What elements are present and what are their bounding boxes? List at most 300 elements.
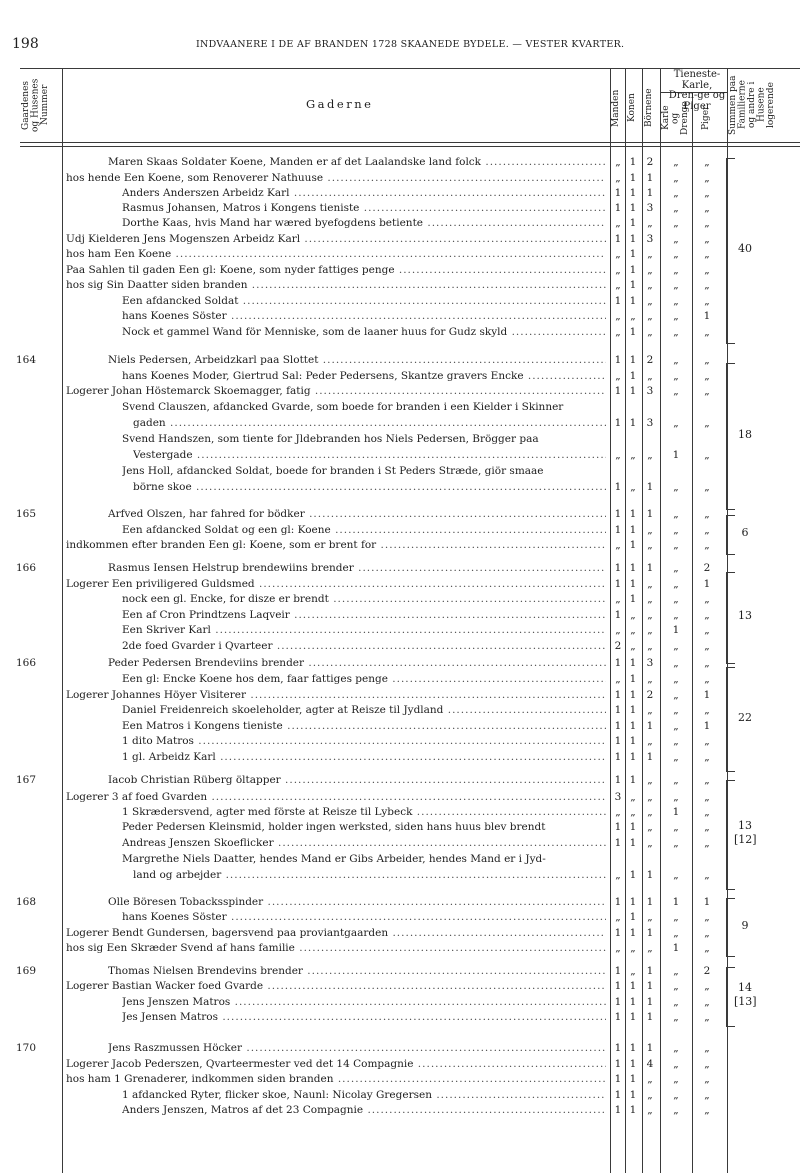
house-number: 167 xyxy=(15,774,37,786)
table-row xyxy=(0,734,800,749)
children-count: „ xyxy=(647,791,653,803)
column-header-children: Börnene xyxy=(644,88,654,128)
table-row xyxy=(0,852,800,867)
husband-count: 1 xyxy=(614,1042,622,1054)
maids-count: 2 xyxy=(703,965,711,977)
column-header-streets: Gaderne xyxy=(306,97,374,111)
column-header-servants: Tieneste-Karle, Dren-ge og Piger xyxy=(668,69,726,112)
children-count: „ xyxy=(647,624,653,636)
table-row xyxy=(0,369,800,384)
wife-count: 1 xyxy=(629,927,637,939)
husband-count: „ xyxy=(615,593,621,605)
maids-count: „ xyxy=(704,1011,710,1023)
table-row xyxy=(0,608,800,623)
table-row xyxy=(0,432,800,447)
table-row xyxy=(0,507,800,522)
children-count: „ xyxy=(647,837,653,849)
entry-text: hos sig Sin Daatter siden branden ..... xyxy=(66,278,606,293)
maids-count: „ xyxy=(704,1104,710,1116)
wife-count: „ xyxy=(630,791,636,803)
table-row xyxy=(0,171,800,186)
husband-count: 1 xyxy=(614,774,622,786)
children-count: 3 xyxy=(646,657,654,669)
children-count: 2 xyxy=(646,354,654,366)
maids-count: „ xyxy=(704,508,710,520)
husband-count: 1 xyxy=(614,821,622,833)
maids-count: „ xyxy=(704,996,710,1008)
wife-count: 1 xyxy=(629,578,637,590)
table-row xyxy=(0,523,800,538)
wife-count: 1 xyxy=(629,996,637,1008)
maids-count: „ xyxy=(704,821,710,833)
male-servants-count: „ xyxy=(673,481,679,493)
maids-count: „ xyxy=(704,385,710,397)
male-servants-count: „ xyxy=(673,735,679,747)
male-servants-count: „ xyxy=(673,417,679,429)
male-servants-count: „ xyxy=(673,172,679,184)
entry-text: Svend Handszen, som tiente for Jldebranden hos Niels Pedersen, Brögger paa xyxy=(122,433,539,445)
entry-text: 1 afdancked Ryter, flicker skoe, Naunl: Nicolay Gregersen ..... xyxy=(122,1088,606,1103)
table-row xyxy=(0,464,800,479)
household-total: 14 xyxy=(738,981,752,994)
table-row xyxy=(0,805,800,820)
wife-count: 1 xyxy=(629,735,637,747)
maids-count: „ xyxy=(704,202,710,214)
entry-text: Een gl: Encke Koene hos dem, faar fattiges penge ..... xyxy=(122,672,606,687)
maids-count: „ xyxy=(704,1089,710,1101)
husband-count: „ xyxy=(615,539,621,551)
table-row xyxy=(0,1088,800,1103)
children-count: „ xyxy=(647,449,653,461)
entry-text: Nock et gammel Wand för Menniske, som de laaner huus for Gudz skyld ..... xyxy=(122,325,606,340)
children-count: 1 xyxy=(646,869,654,881)
male-servants-count: „ xyxy=(673,673,679,685)
entry-text: Jes Jensen Matros ..... xyxy=(122,1010,606,1025)
husband-count: „ xyxy=(615,911,621,923)
husband-count: „ xyxy=(615,310,621,322)
entry-text: Thomas Nielsen Brendevins brender ..... xyxy=(108,964,606,979)
children-count: 2 xyxy=(646,156,654,168)
male-servants-count: „ xyxy=(673,524,679,536)
husband-count: „ xyxy=(615,869,621,881)
entry-text: Dorthe Kaas, hvis Mand har wæred byefogdens betiente ..... xyxy=(122,216,606,231)
maids-count: „ xyxy=(704,806,710,818)
wife-count: 1 xyxy=(629,1011,637,1023)
children-count: „ xyxy=(647,279,653,291)
children-count: 1 xyxy=(646,980,654,992)
maids-count: „ xyxy=(704,1042,710,1054)
wife-count: 1 xyxy=(629,1058,637,1070)
entry-text: 1 dito Matros ..... xyxy=(122,734,606,749)
husband-count: 1 xyxy=(614,1073,622,1085)
maids-count: „ xyxy=(704,233,710,245)
wife-count: 1 xyxy=(629,673,637,685)
entry-text: Andreas Jenszen Skoeflicker ..... xyxy=(122,836,606,851)
table-row xyxy=(0,538,800,553)
wife-count: 1 xyxy=(629,562,637,574)
male-servants-count: „ xyxy=(673,1042,679,1054)
maids-count: „ xyxy=(704,980,710,992)
male-servants-count: „ xyxy=(673,911,679,923)
entry-text: hans Koenes Söster ..... xyxy=(122,910,606,925)
wife-count: „ xyxy=(630,965,636,977)
male-servants-count: „ xyxy=(673,774,679,786)
maids-count: „ xyxy=(704,481,710,493)
wife-count: 1 xyxy=(629,508,637,520)
children-count: „ xyxy=(647,578,653,590)
table-row xyxy=(0,325,800,340)
husband-count: 1 xyxy=(614,720,622,732)
wife-count: „ xyxy=(630,640,636,652)
entry-text: Jens Jenszen Matros ..... xyxy=(122,995,606,1010)
maids-count: „ xyxy=(704,751,710,763)
table-row xyxy=(0,941,800,956)
male-servants-count: „ xyxy=(673,980,679,992)
children-count: 1 xyxy=(646,187,654,199)
male-servants-count: „ xyxy=(673,248,679,260)
maids-count: „ xyxy=(704,791,710,803)
male-servants-count: „ xyxy=(673,370,679,382)
entry-text: hans Koenes Söster ..... xyxy=(122,309,606,324)
husband-count: „ xyxy=(615,248,621,260)
house-number: 166 xyxy=(15,657,37,669)
male-servants-count: „ xyxy=(673,869,679,881)
table-row xyxy=(0,964,800,979)
entry-text: Een af Cron Prindtzens Laqveir ..... xyxy=(122,608,606,623)
entry-text: Peder Pedersen Kleinsmid, holder ingen werksted, siden hans huus blev brendt xyxy=(122,821,546,833)
entry-text: Svend Clauszen, afdancked Gvarde, som boede for branden i een Kielder i Skinner xyxy=(122,401,564,413)
male-servants-count: „ xyxy=(673,1058,679,1070)
maids-count: „ xyxy=(704,927,710,939)
male-servants-count: „ xyxy=(673,751,679,763)
table-row xyxy=(0,719,800,734)
entry-text: indkommen efter branden Een gl: Koene, som er brent for ..... xyxy=(66,538,606,553)
husband-count: „ xyxy=(615,673,621,685)
husband-count: „ xyxy=(615,624,621,636)
wife-count: 1 xyxy=(629,774,637,786)
maids-count: „ xyxy=(704,524,710,536)
maids-count: „ xyxy=(704,539,710,551)
husband-count: „ xyxy=(615,942,621,954)
entry-text: Udj Kielderen Jens Mogenszen Arbeidz Karl ..... xyxy=(66,232,606,247)
children-count: 1 xyxy=(646,1011,654,1023)
male-servants-count: 1 xyxy=(672,896,680,908)
male-servants-count: „ xyxy=(673,264,679,276)
maids-count: „ xyxy=(704,942,710,954)
male-servants-count: 1 xyxy=(672,624,680,636)
husband-count: 1 xyxy=(614,996,622,1008)
husband-count: „ xyxy=(615,279,621,291)
household-total: 13 xyxy=(738,609,752,622)
wife-count: 1 xyxy=(629,704,637,716)
children-count: „ xyxy=(647,524,653,536)
table-row xyxy=(0,672,800,687)
house-number: 166 xyxy=(15,562,37,574)
wife-count: 1 xyxy=(629,264,637,276)
male-servants-count: „ xyxy=(673,657,679,669)
entry-text: hos ham Een Koene ..... xyxy=(66,247,606,262)
household-total: 6 xyxy=(741,526,749,539)
entry-text: Logerer 3 af foed Gvarden ..... xyxy=(66,790,606,805)
wife-count: 1 xyxy=(629,1042,637,1054)
husband-count: 1 xyxy=(614,837,622,849)
male-servants-count: „ xyxy=(673,310,679,322)
husband-count: „ xyxy=(615,370,621,382)
table-row xyxy=(0,895,800,910)
maids-count: „ xyxy=(704,279,710,291)
wife-count: 1 xyxy=(629,539,637,551)
house-number: 165 xyxy=(15,508,37,520)
entry-text: hos hende Een Koene, som Renoverer Nathuuse ..... xyxy=(66,171,606,186)
maids-count: 2 xyxy=(703,562,711,574)
house-number: 164 xyxy=(15,354,37,366)
table-row xyxy=(0,639,800,654)
entry-text: nock een gl. Encke, for disze er brendt ..... xyxy=(122,592,606,607)
entry-text: Rasmus Iensen Helstrup brendewiins brender ..... xyxy=(108,561,606,576)
wife-count: 1 xyxy=(629,593,637,605)
husband-count: 1 xyxy=(614,1058,622,1070)
wife-count: 1 xyxy=(629,172,637,184)
table-row xyxy=(0,294,800,309)
maids-count: 1 xyxy=(703,310,711,322)
husband-count: 1 xyxy=(614,385,622,397)
maids-count: „ xyxy=(704,1058,710,1070)
household-total: 22 xyxy=(738,710,752,724)
table-row xyxy=(0,592,800,607)
husband-count: 1 xyxy=(614,896,622,908)
children-count: 3 xyxy=(646,202,654,214)
entry-text: hos ham 1 Grenaderer, indkommen siden branden ..... xyxy=(66,1072,606,1087)
male-servants-count: „ xyxy=(673,354,679,366)
wife-count: 1 xyxy=(629,821,637,833)
husband-count: 1 xyxy=(614,657,622,669)
wife-count: „ xyxy=(630,942,636,954)
children-count: 1 xyxy=(646,508,654,520)
children-count: 1 xyxy=(646,1042,654,1054)
table-row xyxy=(0,623,800,638)
children-count: „ xyxy=(647,1104,653,1116)
maids-count: „ xyxy=(704,657,710,669)
husband-count: 1 xyxy=(614,751,622,763)
maids-count: „ xyxy=(704,609,710,621)
husband-count: 1 xyxy=(614,508,622,520)
table-row xyxy=(0,910,800,925)
husband-count: „ xyxy=(615,156,621,168)
table-row xyxy=(0,656,800,671)
wife-count: 1 xyxy=(629,217,637,229)
table-row xyxy=(0,926,800,941)
husband-count: 1 xyxy=(614,1011,622,1023)
wife-count: 1 xyxy=(629,370,637,382)
maids-count: „ xyxy=(704,673,710,685)
male-servants-count: „ xyxy=(673,1089,679,1101)
entry-text: hos sig Een Skræder Svend af hans familie ..... xyxy=(66,941,606,956)
running-head: INDVAANERE I DE AF BRANDEN 1728 SKAANEDE BYDELE. — VESTER KVARTER. xyxy=(196,39,625,50)
male-servants-count: „ xyxy=(673,704,679,716)
wife-count: 1 xyxy=(629,911,637,923)
table-row xyxy=(0,833,800,851)
table-row xyxy=(0,750,800,765)
table-row xyxy=(0,278,800,293)
children-count: „ xyxy=(647,370,653,382)
column-header-husband: Manden xyxy=(611,89,621,127)
husband-count: 1 xyxy=(614,927,622,939)
maids-count: „ xyxy=(704,837,710,849)
male-servants-count: „ xyxy=(673,202,679,214)
entry-text: Logerer Johannes Höyer Visiterer ..... xyxy=(66,688,606,703)
entry-text: Iacob Christian Rüberg öltapper ..... xyxy=(108,773,606,788)
husband-count: „ xyxy=(615,449,621,461)
husband-count: 1 xyxy=(614,1104,622,1116)
male-servants-count: „ xyxy=(673,609,679,621)
entry-text: 1 gl. Arbeidz Karl ..... xyxy=(122,750,606,765)
entry-text: Logerer Johan Höstemarck Skoemagger, fatig ..... xyxy=(66,384,606,399)
maids-count: „ xyxy=(704,704,710,716)
children-count: „ xyxy=(647,806,653,818)
husband-count: 1 xyxy=(614,417,622,429)
wife-count: 1 xyxy=(629,837,637,849)
children-count: „ xyxy=(647,1089,653,1101)
husband-count: 1 xyxy=(614,965,622,977)
children-count: „ xyxy=(647,295,653,307)
children-count: „ xyxy=(647,326,653,338)
husband-count: 1 xyxy=(614,735,622,747)
children-count: „ xyxy=(647,1073,653,1085)
column-header-total: Summen paa Familierne og andre i Husene logerende xyxy=(728,75,776,135)
children-count: „ xyxy=(647,942,653,954)
male-servants-count: „ xyxy=(673,1104,679,1116)
children-count: „ xyxy=(647,673,653,685)
wife-count: 1 xyxy=(629,1073,637,1085)
entry-text: Een Skriver Karl ..... xyxy=(122,623,606,638)
male-servants-count: „ xyxy=(673,1073,679,1085)
wife-count: 1 xyxy=(629,279,637,291)
table-row xyxy=(0,790,800,805)
entry-text: Logerer Een priviligered Guldsmed ..... xyxy=(66,577,606,592)
table-row xyxy=(0,1103,800,1118)
husband-count: 1 xyxy=(614,704,622,716)
male-servants-count: „ xyxy=(673,385,679,397)
wife-count: 1 xyxy=(629,689,637,701)
maids-count: 1 xyxy=(703,896,711,908)
children-count: 1 xyxy=(646,965,654,977)
table-row xyxy=(0,400,800,415)
column-header-maids: Piger xyxy=(701,105,711,131)
entry-text: Olle Böresen Tobacksspinder ..... xyxy=(108,895,606,910)
wife-count: „ xyxy=(630,609,636,621)
entry-text: Margrethe Niels Daatter, hendes Mand er Gibs Arbeider, hendes Mand er i Jyd- xyxy=(122,853,546,865)
male-servants-count: „ xyxy=(673,720,679,732)
husband-count: 1 xyxy=(614,233,622,245)
entry-text: Anders Jenszen, Matros af det 23 Compagnie ..... xyxy=(122,1103,606,1118)
male-servants-count: „ xyxy=(673,821,679,833)
entry-text: Peder Pedersen Brendeviins brender ..... xyxy=(108,656,606,671)
husband-count: „ xyxy=(615,326,621,338)
husband-count: 3 xyxy=(614,791,622,803)
entry-text: Maren Skaas Soldater Koene, Manden er af det Laalandske land folck ..... xyxy=(108,155,606,170)
wife-count: „ xyxy=(630,481,636,493)
maids-count: „ xyxy=(704,417,710,429)
entry-text: Logerer Bastian Wacker foed Gvarde ..... xyxy=(66,979,606,994)
entry-text: Jens Holl, afdancked Soldat, boede for branden i St Peders Stræde, giör smaae xyxy=(122,465,544,477)
wife-count: „ xyxy=(630,449,636,461)
table-row xyxy=(0,216,800,231)
entry-text: Jens Raszmussen Höcker ..... xyxy=(108,1041,606,1056)
table-row xyxy=(0,247,800,262)
male-servants-count: „ xyxy=(673,539,679,551)
male-servants-count: 1 xyxy=(672,449,680,461)
maids-count: „ xyxy=(704,869,710,881)
header-bottom-rule-2 xyxy=(20,146,800,147)
husband-count: 1 xyxy=(614,578,622,590)
entry-text: Paa Sahlen til gaden Een gl: Koene, som nyder fattiges penge ..... xyxy=(66,263,606,278)
wife-count: 1 xyxy=(629,156,637,168)
male-servants-count: „ xyxy=(673,965,679,977)
maids-count: „ xyxy=(704,593,710,605)
male-servants-count: „ xyxy=(673,233,679,245)
household-total-corrected: [13] xyxy=(734,995,757,1008)
male-servants-count: „ xyxy=(673,187,679,199)
children-count: „ xyxy=(647,539,653,551)
table-row xyxy=(0,384,800,399)
table-row xyxy=(0,577,800,592)
wife-count: 1 xyxy=(629,295,637,307)
children-count: 1 xyxy=(646,172,654,184)
male-servants-count: „ xyxy=(673,562,679,574)
entry-text: 2de foed Gvarder i Qvarteer ..... xyxy=(122,639,606,654)
wife-count: 1 xyxy=(629,524,637,536)
children-count: 1 xyxy=(646,996,654,1008)
children-count: „ xyxy=(647,593,653,605)
husband-count: 1 xyxy=(614,609,622,621)
male-servants-count: „ xyxy=(673,217,679,229)
husband-count: 1 xyxy=(614,980,622,992)
male-servants-count: „ xyxy=(673,689,679,701)
husband-count: 1 xyxy=(614,1089,622,1101)
entry-text: Arfved Olszen, har fahred for bödker ..... xyxy=(108,507,606,522)
maids-count: „ xyxy=(704,172,710,184)
wife-count: 1 xyxy=(629,896,637,908)
wife-count: 1 xyxy=(629,1104,637,1116)
table-row xyxy=(0,186,800,201)
maids-count: „ xyxy=(704,735,710,747)
column-header-male-servants: Karle og Drenge xyxy=(661,101,690,135)
household-total: 13 xyxy=(738,819,752,832)
maids-count: 1 xyxy=(703,720,711,732)
maids-count: „ xyxy=(704,354,710,366)
children-count: „ xyxy=(647,911,653,923)
maids-count: „ xyxy=(704,264,710,276)
header-bottom-rule xyxy=(20,142,800,143)
table-row xyxy=(0,995,800,1010)
husband-count: 2 xyxy=(614,640,622,652)
table-row xyxy=(0,979,800,994)
maids-count: „ xyxy=(704,217,710,229)
entry-text: Logerer Jacob Pederszen, Qvarteermester ved det 14 Compagnie ..... xyxy=(66,1057,606,1072)
column-header-house-number: Gaardenes og Husenes Nummer xyxy=(21,78,50,132)
wife-count: 1 xyxy=(629,1089,637,1101)
children-count: „ xyxy=(647,248,653,260)
husband-count: 1 xyxy=(614,689,622,701)
entry-text: gaden ..... xyxy=(133,416,606,431)
table-row xyxy=(0,309,800,324)
children-count: „ xyxy=(647,310,653,322)
husband-count: 1 xyxy=(614,354,622,366)
entry-text: Vestergade ..... xyxy=(133,448,606,463)
male-servants-count: „ xyxy=(673,791,679,803)
children-count: 4 xyxy=(646,1058,654,1070)
column-header-wife: Konen xyxy=(627,93,637,123)
